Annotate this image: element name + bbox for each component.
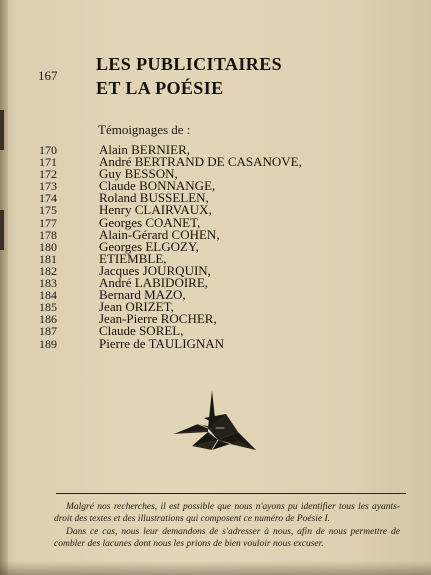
entry-page-number: 175 (39, 203, 57, 218)
chapter-title-line-2: ET LA POÉSIE (96, 78, 224, 98)
entry-author-name: Jacques JOURQUIN, (99, 262, 211, 278)
entry-page-number: 174 (39, 191, 57, 206)
entry-author-name: ETIEMBLE, (99, 250, 167, 266)
entry-page-number: 186 (39, 312, 57, 327)
entry-author-name: Alain BERNIER, (99, 142, 190, 157)
entry-author-name: André BERTRAND DE CASANOVE, (99, 154, 302, 170)
entry-author-name: Bernard MAZO, (99, 287, 186, 303)
entry-author-name: Georges COANET, (99, 214, 201, 230)
contributor-entry (0, 250, 431, 266)
contributor-entry (0, 204, 431, 216)
paper-crane-icon (168, 384, 262, 464)
entry-author-name: André LABIDOIRE, (99, 275, 209, 291)
entry-page-number: 182 (39, 263, 57, 278)
contributor-entry (0, 277, 431, 289)
entry-author-name: Guy BESSON, (99, 166, 178, 182)
entry-page-number: 189 (39, 336, 57, 351)
contributor-entry (0, 289, 431, 301)
entry-author-name: Jean ORIZET, (99, 299, 174, 315)
entry-author-name: Claude BONNANGE, (99, 178, 216, 194)
contributor-entry (0, 262, 431, 278)
footnote (54, 502, 400, 552)
entry-author-name: Henry CLAIRVAUX, (99, 202, 212, 218)
entry-page-number: 180 (39, 239, 57, 254)
entry-page-number: 173 (39, 179, 57, 194)
page-shadow (0, 561, 431, 575)
entry-page-number: 185 (39, 300, 57, 315)
entry-page-number: 178 (39, 227, 57, 242)
chapter-title-line-1: LES PUBLICITAIRES (96, 54, 283, 74)
entry-author-name: Claude SOREL, (99, 323, 184, 339)
entry-page-number: 172 (39, 167, 57, 182)
contributor-entry (0, 168, 431, 180)
entry-author-name: Pierre de TAULIGNAN (99, 335, 225, 351)
entry-author-name: Roland BUSSELEN, (99, 190, 209, 206)
footnote-divider (56, 493, 406, 494)
entry-page-number: 170 (39, 143, 57, 157)
entry-page-number: 184 (39, 288, 57, 303)
footnote-paragraph-1: Malgré nos recherches, il est possible que nous n'ayons pu identifier tous les ayants-droit des textes et des illustrations qui composent ce numéro de Poésie I. (54, 502, 400, 524)
entry-author-name: Georges ELGOZY, (99, 238, 199, 254)
title-page-number: 167 (38, 68, 58, 83)
entry-page-number: 183 (39, 276, 57, 291)
contributor-entry (0, 335, 431, 351)
contributor-entry (0, 238, 431, 254)
entry-page-number: 171 (39, 155, 57, 170)
contributor-entry (0, 192, 431, 204)
entry-author-name: Alain-Gérard COHEN, (99, 226, 220, 242)
entry-author-name: Jean-Pierre ROCHER, (99, 311, 217, 327)
entry-page-number: 177 (39, 215, 57, 230)
contributor-entry (0, 180, 431, 192)
entry-page-number: 181 (39, 251, 57, 266)
contributor-entry (0, 226, 431, 242)
contributors-list (0, 144, 431, 350)
testimonies-intro: Témoignages de : (98, 122, 191, 137)
contributor-entry (0, 313, 431, 325)
contributor-entry (0, 156, 431, 168)
chapter-title (96, 52, 282, 100)
entry-page-number: 187 (39, 324, 57, 339)
footnote-paragraph-2: Dans ce cas, nous leur demandons de s'adresser à nous, afin de nous permettre de combler des lacunes dont nous les prions de bien vouloir nous excuser. (54, 527, 400, 549)
